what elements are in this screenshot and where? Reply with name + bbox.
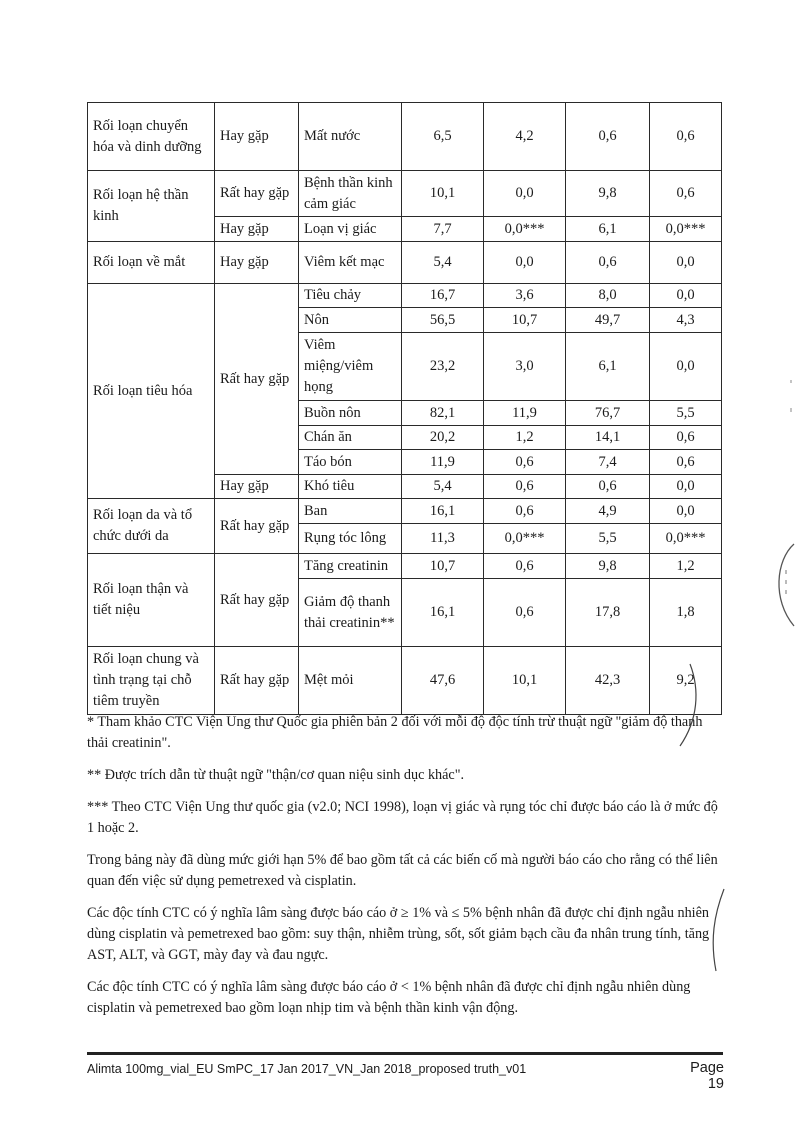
value-cell: 23,2 (402, 333, 484, 401)
table-row (88, 171, 722, 217)
margin-bracket-mark (764, 540, 798, 630)
paragraph-3: Các độc tính CTC có ý nghĩa lâm sàng được báo cáo ở < 1% bệnh nhân đã được chỉ định ngẫu nhiên dùng cisplatin và pemetrexed bao gồm loạn nhịp tim và bệnh thần kinh vận động. (87, 979, 691, 1016)
value-cell: 6,1 (566, 217, 650, 242)
value-cell: 10,7 (484, 308, 566, 333)
value-cell: 7,4 (566, 450, 650, 475)
footer-rule (87, 1052, 723, 1055)
term-cell: Bệnh thần kinh cảm giác (299, 171, 402, 217)
value-cell: 0,6 (650, 171, 722, 217)
value-cell: 0,0*** (650, 217, 722, 242)
value-cell: 16,7 (402, 284, 484, 308)
value-cell: 4,2 (484, 103, 566, 171)
term-cell: Viêm miệng/viêm họng (299, 333, 402, 401)
footnote-1: * Tham khảo CTC Viện Ung thư Quốc gia phiên bản 2 đối với mỗi độ độc tính trừ thuật ngữ "giảm độ thanh thải creatinin". (87, 714, 703, 751)
frequency-cell: Hay gặp (215, 217, 299, 242)
value-cell: 1,2 (650, 554, 722, 579)
value-cell: 0,0 (650, 284, 722, 308)
value-cell: 0,0 (484, 242, 566, 284)
paragraph-1: Trong bảng này đã dùng mức giới hạn 5% để bao gồm tất cả các biến cố mà người báo cáo cho rằng có thể liên quan đến việc sử dụng pemetrexed và cisplatin. (87, 852, 718, 889)
organ-class-cell: Rối loạn về mắt (88, 242, 215, 284)
value-cell: 9,8 (566, 171, 650, 217)
value-cell: 0,0 (650, 499, 722, 524)
table-row (88, 499, 722, 524)
footer-document-name: Alimta 100mg_vial_EU SmPC_17 Jan 2017_VN_Jan 2018_proposed truth_v01 (87, 1062, 527, 1076)
value-cell: 42,3 (566, 647, 650, 715)
value-cell: 7,7 (402, 217, 484, 242)
value-cell: 10,1 (402, 171, 484, 217)
value-cell: 0,6 (566, 242, 650, 284)
value-cell: 20,2 (402, 426, 484, 450)
term-cell: Mất nước (299, 103, 402, 171)
value-cell: 14,1 (566, 426, 650, 450)
table-row (88, 242, 722, 284)
frequency-cell: Rất hay gặp (215, 499, 299, 554)
footnotes (87, 712, 727, 1030)
frequency-cell: Rất hay gặp (215, 554, 299, 647)
organ-class-cell: Rối loạn thận và tiết niệu (88, 554, 215, 647)
table-row (88, 284, 722, 308)
organ-class-cell: Rối loạn hệ thần kinh (88, 171, 215, 242)
value-cell: 0,6 (650, 426, 722, 450)
adverse-events-table (87, 102, 722, 715)
value-cell: 1,8 (650, 579, 722, 647)
value-cell: 5,4 (402, 242, 484, 284)
value-cell: 0,0 (650, 333, 722, 401)
term-cell: Viêm kết mạc (299, 242, 402, 284)
term-cell: Chán ăn (299, 426, 402, 450)
value-cell: 17,8 (566, 579, 650, 647)
value-cell: 5,5 (650, 401, 722, 426)
value-cell: 3,0 (484, 333, 566, 401)
value-cell: 4,3 (650, 308, 722, 333)
frequency-cell: Hay gặp (215, 242, 299, 284)
value-cell: 0,6 (566, 103, 650, 171)
term-cell: Buồn nôn (299, 401, 402, 426)
value-cell: 82,1 (402, 401, 484, 426)
value-cell: 0,6 (484, 499, 566, 524)
value-cell: 6,5 (402, 103, 484, 171)
frequency-cell: Rất hay gặp (215, 284, 299, 475)
value-cell: 0,0 (650, 475, 722, 499)
value-cell: 0,6 (484, 554, 566, 579)
value-cell: 1,2 (484, 426, 566, 450)
frequency-cell: Rất hay gặp (215, 647, 299, 715)
organ-class-cell: Rối loạn chung và tình trạng tại chỗ tiêm truyền (88, 647, 215, 715)
frequency-cell: Rất hay gặp (215, 171, 299, 217)
value-cell: 47,6 (402, 647, 484, 715)
value-cell: 0,0*** (484, 524, 566, 554)
value-cell: 0,6 (484, 450, 566, 475)
value-cell: 0,0*** (484, 217, 566, 242)
table-row (88, 647, 722, 715)
value-cell: 0,0 (484, 171, 566, 217)
handwritten-stroke-mark (666, 660, 706, 750)
frequency-cell: Hay gặp (215, 475, 299, 499)
value-cell: 5,4 (402, 475, 484, 499)
organ-class-cell: Rối loạn da và tổ chức dưới da (88, 499, 215, 554)
value-cell: 49,7 (566, 308, 650, 333)
frequency-cell: Hay gặp (215, 103, 299, 171)
term-cell: Táo bón (299, 450, 402, 475)
value-cell: 6,1 (566, 333, 650, 401)
organ-class-cell: Rối loạn chuyển hóa và dinh dưỡng (88, 103, 215, 171)
value-cell: 11,9 (484, 401, 566, 426)
term-cell: Nôn (299, 308, 402, 333)
footnote-3: *** Theo CTC Viện Ung thư quốc gia (v2.0; NCI 1998), loạn vị giác và rụng tóc chỉ được báo cáo là ở mức độ 1 hoặc 2. (87, 799, 718, 836)
table-row (88, 554, 722, 579)
value-cell: 0,6 (566, 475, 650, 499)
handwritten-stroke-mark (690, 885, 730, 975)
value-cell: 0,0 (650, 242, 722, 284)
value-cell: 4,9 (566, 499, 650, 524)
value-cell: 10,1 (484, 647, 566, 715)
value-cell: 0,0*** (650, 524, 722, 554)
term-cell: Giảm độ thanh thải creatinin** (299, 579, 402, 647)
value-cell: 0,6 (484, 579, 566, 647)
value-cell: 11,3 (402, 524, 484, 554)
value-cell: 9,8 (566, 554, 650, 579)
footer-page-number: Page 19 (690, 1060, 724, 1092)
value-cell: 10,7 (402, 554, 484, 579)
term-cell: Khó tiêu (299, 475, 402, 499)
value-cell: 16,1 (402, 499, 484, 524)
value-cell: 3,6 (484, 284, 566, 308)
table-row (88, 103, 722, 171)
footnote-2: ** Được trích dẫn từ thuật ngữ "thận/cơ quan niệu sinh dục khác". (87, 767, 465, 783)
edge-speck-mark (786, 378, 796, 418)
value-cell: 16,1 (402, 579, 484, 647)
value-cell: 5,5 (566, 524, 650, 554)
term-cell: Tăng creatinin (299, 554, 402, 579)
value-cell: 0,6 (484, 475, 566, 499)
paragraph-2: Các độc tính CTC có ý nghĩa lâm sàng được báo cáo ở ≥ 1% và ≤ 5% bệnh nhân đã được chỉ định ngẫu nhiên dùng cisplatin và pemetrexed bao gồm: suy thận, nhiễm trùng, sốt, sốt giảm bạch cầu đa nhân trung tính, tăng AST, ALT, và GGT, mày đay và đau ngực. (87, 905, 710, 963)
term-cell: Loạn vị giác (299, 217, 402, 242)
value-cell: 0,6 (650, 103, 722, 171)
organ-class-cell: Rối loạn tiêu hóa (88, 284, 215, 499)
term-cell: Rụng tóc lông (299, 524, 402, 554)
term-cell: Mệt mỏi (299, 647, 402, 715)
value-cell: 8,0 (566, 284, 650, 308)
term-cell: Tiêu chảy (299, 284, 402, 308)
value-cell: 56,5 (402, 308, 484, 333)
value-cell: 9,2 (650, 647, 722, 715)
value-cell: 76,7 (566, 401, 650, 426)
value-cell: 11,9 (402, 450, 484, 475)
term-cell: Ban (299, 499, 402, 524)
value-cell: 0,6 (650, 450, 722, 475)
